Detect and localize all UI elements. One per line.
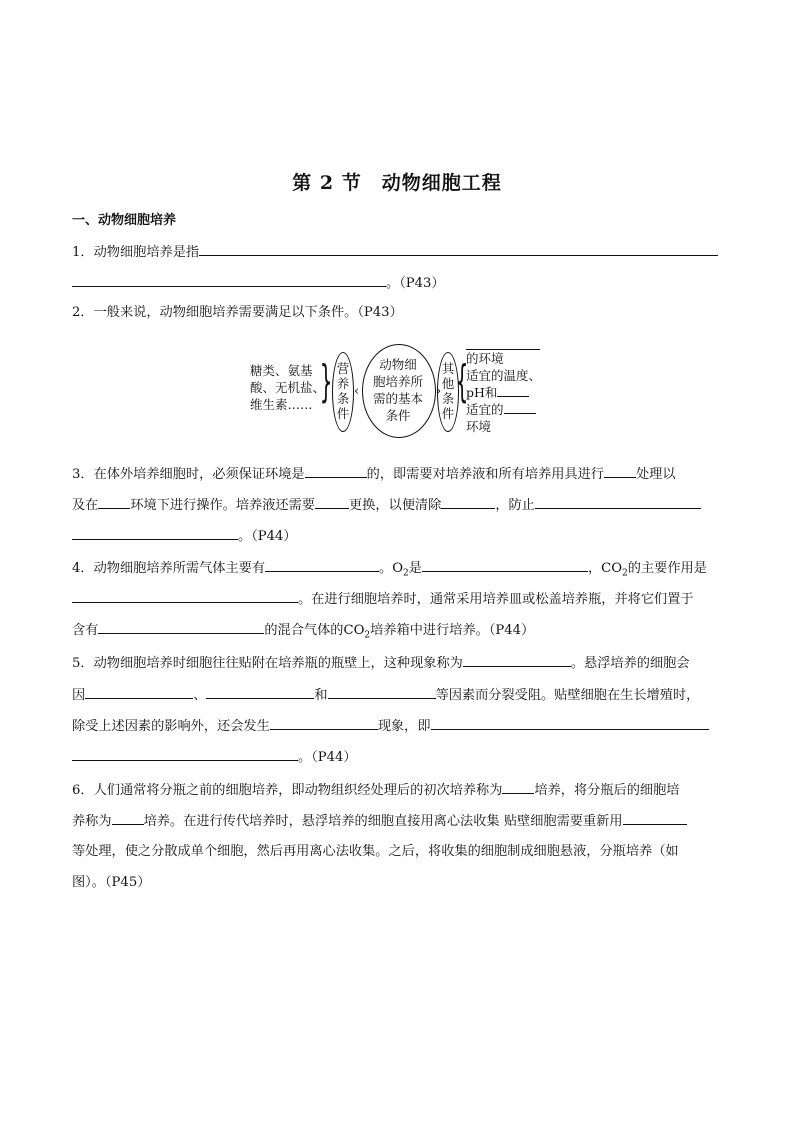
question-6-line-2 <box>72 810 722 832</box>
label-char: 营 <box>336 361 350 376</box>
q5-text: 和 <box>314 688 328 703</box>
q3-text: 更换，以便清除 <box>349 498 442 513</box>
q3-text: 3．在体外培养细胞时，必须保证环境是 <box>72 467 305 482</box>
question-1-prompt: 1．动物细胞培养是指 <box>72 245 200 260</box>
answer-blank[interactable] <box>98 619 264 634</box>
q4-text: 培养箱中进行培养。（P44） <box>370 623 535 638</box>
answer-blank[interactable] <box>305 463 367 478</box>
answer-blank[interactable] <box>265 557 379 572</box>
nutrients-line: 糖类、氨基 <box>250 363 313 378</box>
q3-text: 的，即需要对培养液和所有培养用具进行 <box>366 467 604 482</box>
answer-blank[interactable] <box>328 684 436 699</box>
page-title: 第 2 节 动物细胞工程 <box>292 172 502 194</box>
q4-text: 4．动物细胞培养所需气体主要有 <box>72 561 266 576</box>
answer-blank[interactable] <box>206 684 314 699</box>
page-ref: 。（P44） <box>238 529 297 544</box>
q4-text: 。O <box>379 561 404 576</box>
other-item: 的环境 <box>466 351 504 366</box>
answer-blank[interactable] <box>98 494 130 509</box>
answer-blank[interactable] <box>497 386 529 397</box>
q5-text: 。悬浮培养的细胞会 <box>570 656 690 671</box>
section-heading: 一、动物细胞培养 <box>72 213 177 228</box>
subscript: 2 <box>622 568 628 579</box>
answer-blank[interactable] <box>604 463 636 478</box>
q3-text: 及在 <box>72 498 99 513</box>
nutrients-list <box>250 362 325 413</box>
q3-text: 处理以 <box>635 467 676 482</box>
answer-blank[interactable] <box>463 652 571 667</box>
right-angle-icon: › <box>436 384 442 399</box>
label-char: 条 <box>441 391 455 406</box>
q4-text: 含有 <box>72 623 99 638</box>
center-line: 需的基本 <box>372 391 423 406</box>
question-4-line-1 <box>72 557 722 584</box>
question-5-line-3 <box>72 715 722 737</box>
left-brace-icon: { <box>455 356 469 407</box>
answer-blank[interactable] <box>72 525 238 540</box>
conditions-diagram <box>250 340 550 450</box>
other-item: 适宜的 <box>466 401 546 418</box>
answer-blank[interactable] <box>504 403 536 414</box>
center-line: 胞培养所 <box>372 374 423 389</box>
label-char: 他 <box>441 376 455 391</box>
q4-text: 是 <box>408 561 422 576</box>
other-conditions-list <box>466 347 546 435</box>
question-6-line-1 <box>72 779 722 801</box>
answer-blank[interactable] <box>72 272 386 287</box>
question-4-line-2 <box>72 588 722 610</box>
question-6-line-4: 图）。（P45） <box>72 875 151 890</box>
question-3-line-1 <box>72 463 722 485</box>
answer-blank[interactable] <box>270 715 378 730</box>
answer-blank[interactable] <box>535 494 701 509</box>
answer-blank[interactable] <box>431 715 709 730</box>
question-5-line-2 <box>72 684 722 706</box>
answer-blank[interactable] <box>72 588 298 603</box>
answer-blank[interactable] <box>112 810 144 825</box>
answer-blank[interactable] <box>441 494 495 509</box>
page-ref: 。（P43） <box>386 276 445 291</box>
label-char: 件 <box>441 406 455 421</box>
q5-text: 、 <box>193 688 207 703</box>
q5-text: 现象，即 <box>377 719 431 734</box>
answer-blank[interactable] <box>502 779 534 794</box>
center-label <box>362 356 434 424</box>
page-ref: 。（P44） <box>298 750 357 765</box>
q4-text: 。在进行细胞培养时，通常采用培养皿或松盖培养瓶，并将它们置于 <box>298 592 694 607</box>
answer-blank[interactable] <box>623 810 687 825</box>
q3-text: ，防止 <box>495 498 535 513</box>
q4-text: ，CO <box>587 561 623 576</box>
answer-blank[interactable] <box>85 684 193 699</box>
answer-blank[interactable] <box>422 557 588 572</box>
label-char: 条 <box>336 391 350 406</box>
answer-blank[interactable] <box>199 241 718 256</box>
q4-text: 的混合气体的CO <box>264 623 365 638</box>
question-2: 2．一般来说，动物细胞培养需要满足以下条件。（P43） <box>72 305 403 320</box>
answer-blank[interactable] <box>315 494 349 509</box>
question-1-line-1 <box>72 241 722 263</box>
q5-text: 除受上述因素的影响外，还会发生 <box>72 719 270 734</box>
other-item: 适宜的温度、 <box>466 368 542 383</box>
label-char: 养 <box>336 376 350 391</box>
subscript: 2 <box>364 630 371 641</box>
question-1-line-2 <box>72 272 722 294</box>
other-item: pH和 <box>466 384 546 401</box>
q6-text: 6．人们通常将分瓶之前的细胞培养，即动物组织经处理后的初次培养称为 <box>72 783 503 798</box>
right-brace-icon: } <box>319 356 333 407</box>
center-line: 条件 <box>385 408 411 423</box>
question-6-line-3: 等处理，使之分散成单个细胞，然后再用离心法收集。之后，将收集的细胞制成细胞悬液，分瓶培养（如 <box>72 844 679 859</box>
nutrition-condition-label <box>333 361 353 421</box>
center-line: 动物细 <box>379 357 417 372</box>
q4-text: 的主要作用是 <box>627 561 707 576</box>
q6-text: 养称为 <box>72 814 112 829</box>
nutrients-line: 酸、无机盐、 <box>250 380 326 395</box>
question-5-line-1 <box>72 652 722 674</box>
label-char: 件 <box>336 406 350 421</box>
label-char: 其 <box>441 361 455 376</box>
q6-text: 培养。在进行传代培养时，悬浮培养的细胞直接用离心法收集 贴壁细胞需要重新用 <box>143 814 623 829</box>
question-3-line-2 <box>72 494 722 516</box>
left-angle-icon: ‹ <box>354 384 360 399</box>
subscript: 2 <box>403 568 409 579</box>
question-4-line-3 <box>72 619 722 646</box>
q5-text: 5．动物细胞培养时细胞往往贴附在培养瓶的瓶壁上，这种现象称为 <box>72 656 463 671</box>
q3-text: 环境下进行操作。培养液还需要 <box>130 498 315 513</box>
other-item: 环境 <box>466 419 492 434</box>
question-3-line-3 <box>72 525 722 547</box>
nutrients-line: 维生素…… <box>250 397 313 412</box>
q5-text: 因 <box>72 688 86 703</box>
question-5-line-4 <box>72 746 722 768</box>
q6-text: 培养，将分瓶后的细胞培 <box>534 783 680 798</box>
q5-text: 等因素而分裂受阻。贴壁细胞在生长增殖时， <box>435 688 700 703</box>
answer-blank[interactable] <box>72 746 298 761</box>
